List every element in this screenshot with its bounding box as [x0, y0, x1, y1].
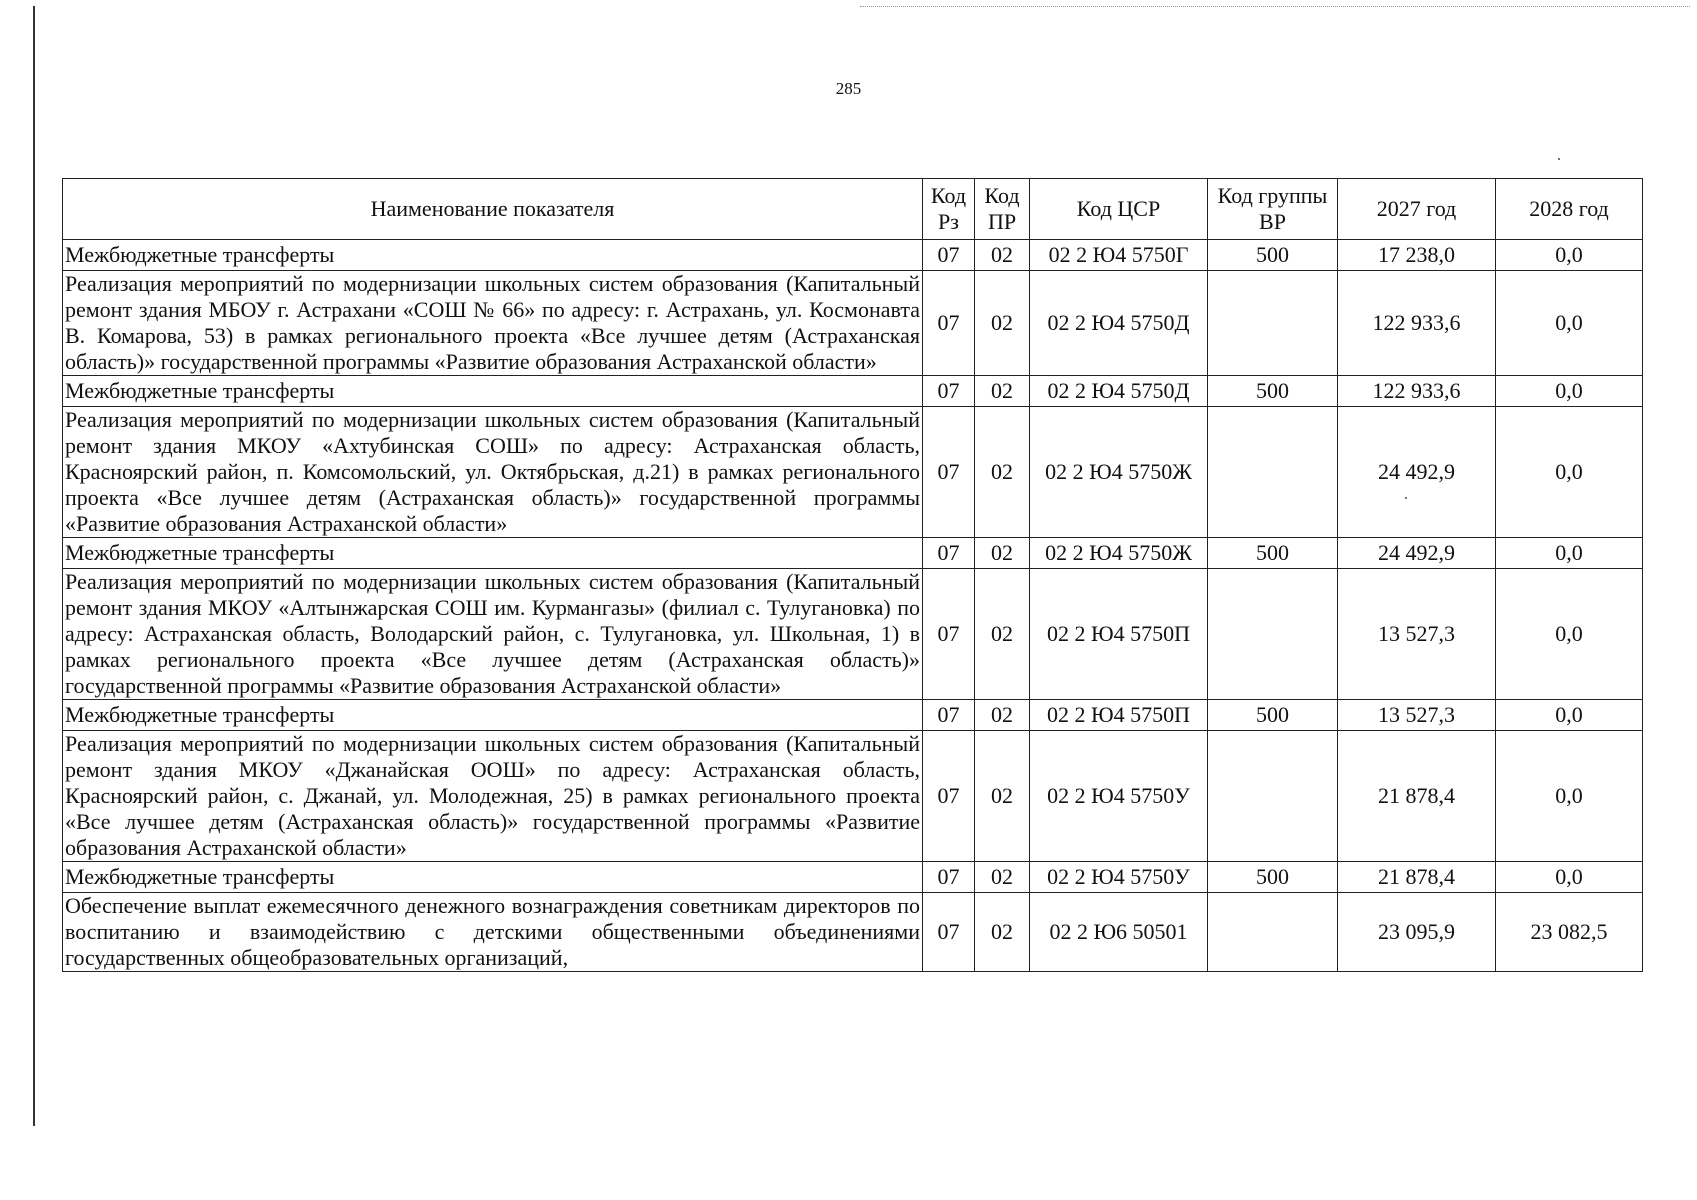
- header-rz: Код Рз: [923, 179, 975, 240]
- row-rz: 07: [923, 240, 975, 271]
- header-2028: 2028 год: [1496, 179, 1643, 240]
- scan-speck: [1558, 158, 1560, 160]
- row-2027: 122 933,6: [1338, 376, 1496, 407]
- row-2027: 21 878,4: [1338, 731, 1496, 862]
- table-row: [63, 376, 1643, 407]
- table-row: [63, 240, 1643, 271]
- row-2028: 0,0: [1496, 700, 1643, 731]
- row-name: Реализация мероприятий по модернизации школьных систем образования (Капитальный ремонт здания МКОУ «Джанайская ООШ» по адресу: Астраханская область, Красноярский район, с. Джанай, ул. Молодежная, 25) в рамках регионального проекта «Все лучшее детям (Астраханская область)» государственной программы «Развитие образования Астраханской области»: [63, 731, 923, 862]
- header-2027: 2027 год: [1338, 179, 1496, 240]
- row-2027: 13 527,3: [1338, 700, 1496, 731]
- row-csr: 02 2 Ю4 5750Д: [1030, 271, 1208, 376]
- table-row: [63, 893, 1643, 972]
- table-row: [63, 862, 1643, 893]
- row-name: Обеспечение выплат ежемесячного денежного вознаграждения советникам директоров по воспитанию и взаимодействию с детскими общественными объединениями государственных общеобразовательных организаций,: [63, 893, 923, 972]
- header-csr: Код ЦСР: [1030, 179, 1208, 240]
- row-2028: 0,0: [1496, 240, 1643, 271]
- row-2027: 24 492,9: [1338, 407, 1496, 538]
- row-pr: 02: [975, 893, 1030, 972]
- row-name: Межбюджетные трансферты: [63, 376, 923, 407]
- row-2027: 13 527,3: [1338, 569, 1496, 700]
- row-csr: 02 2 Ю4 5750Ж: [1030, 538, 1208, 569]
- row-pr: 02: [975, 407, 1030, 538]
- table-header-row: [63, 179, 1643, 240]
- table-row: [63, 538, 1643, 569]
- table-row: [63, 271, 1643, 376]
- header-pr: Код ПР: [975, 179, 1030, 240]
- row-pr: 02: [975, 731, 1030, 862]
- row-rz: 07: [923, 893, 975, 972]
- row-2027: 24 492,9: [1338, 538, 1496, 569]
- row-rz: 07: [923, 862, 975, 893]
- table-row: [63, 731, 1643, 862]
- row-2027: 23 095,9: [1338, 893, 1496, 972]
- row-name: Реализация мероприятий по модернизации школьных систем образования (Капитальный ремонт здания МКОУ «Ахтубинская СОШ» по адресу: Астраханская область, Красноярский район, п. Комсомольский, ул. Октябрьская, д.21) в рамках регионального проекта «Все лучшее детям (Астраханская область)» государственной программы «Развитие образования Астраханской области»: [63, 407, 923, 538]
- row-csr: 02 2 Ю4 5750Ж: [1030, 407, 1208, 538]
- table-row: [63, 569, 1643, 700]
- row-pr: 02: [975, 376, 1030, 407]
- row-vr: 500: [1208, 376, 1338, 407]
- row-vr: [1208, 569, 1338, 700]
- row-name: Межбюджетные трансферты: [63, 240, 923, 271]
- row-pr: 02: [975, 862, 1030, 893]
- row-rz: 07: [923, 731, 975, 862]
- row-csr: 02 2 Ю4 5750П: [1030, 569, 1208, 700]
- row-csr: 02 2 Ю4 5750У: [1030, 731, 1208, 862]
- row-2028: 0,0: [1496, 862, 1643, 893]
- row-2028: 0,0: [1496, 376, 1643, 407]
- row-rz: 07: [923, 376, 975, 407]
- row-csr: 02 2 Ю4 5750Г: [1030, 240, 1208, 271]
- page-binding-edge: [33, 6, 35, 1126]
- row-rz: 07: [923, 700, 975, 731]
- row-pr: 02: [975, 240, 1030, 271]
- table-row: [63, 700, 1643, 731]
- row-vr: 500: [1208, 240, 1338, 271]
- row-pr: 02: [975, 271, 1030, 376]
- row-vr: [1208, 893, 1338, 972]
- row-csr: 02 2 Ю6 50501: [1030, 893, 1208, 972]
- row-vr: 500: [1208, 700, 1338, 731]
- row-name: Межбюджетные трансферты: [63, 538, 923, 569]
- row-2027: 21 878,4: [1338, 862, 1496, 893]
- row-2028: 0,0: [1496, 271, 1643, 376]
- row-2027: 122 933,6: [1338, 271, 1496, 376]
- row-2028: 23 082,5: [1496, 893, 1643, 972]
- row-vr: [1208, 731, 1338, 862]
- row-csr: 02 2 Ю4 5750П: [1030, 700, 1208, 731]
- row-name: Реализация мероприятий по модернизации школьных систем образования (Капитальный ремонт здания МБОУ г. Астрахани «СОШ № 66» по адресу: г. Астрахань, ул. Космонавта В. Комарова, 53) в рамках регионального проекта «Все лучшее детям (Астраханская область)» государственной программы «Развитие образования Астраханской области»: [63, 271, 923, 376]
- row-rz: 07: [923, 271, 975, 376]
- row-rz: 07: [923, 569, 975, 700]
- row-name: Межбюджетные трансферты: [63, 700, 923, 731]
- table-row: [63, 407, 1643, 538]
- row-pr: 02: [975, 569, 1030, 700]
- row-pr: 02: [975, 700, 1030, 731]
- row-2028: 0,0: [1496, 731, 1643, 862]
- scan-top-rule: [860, 6, 1690, 7]
- row-name: Реализация мероприятий по модернизации школьных систем образования (Капитальный ремонт здания МКОУ «Алтынжарская СОШ им. Курмангазы» (филиал с. Тулугановка) по адресу: Астраханская область, Володарский район, с. Тулугановка, ул. Школьная, 1) в рамках регионального проекта «Все лучшее детям (Астраханская область)» государственной программы «Развитие образования Астраханской области»: [63, 569, 923, 700]
- row-csr: 02 2 Ю4 5750У: [1030, 862, 1208, 893]
- row-name: Межбюджетные трансферты: [63, 862, 923, 893]
- row-2027: 17 238,0: [1338, 240, 1496, 271]
- row-rz: 07: [923, 538, 975, 569]
- row-2028: 0,0: [1496, 569, 1643, 700]
- row-rz: 07: [923, 407, 975, 538]
- header-vr: Код группы ВР: [1208, 179, 1338, 240]
- row-pr: 02: [975, 538, 1030, 569]
- row-2028: 0,0: [1496, 538, 1643, 569]
- row-vr: 500: [1208, 538, 1338, 569]
- row-vr: 500: [1208, 862, 1338, 893]
- row-vr: [1208, 407, 1338, 538]
- row-csr: 02 2 Ю4 5750Д: [1030, 376, 1208, 407]
- budget-table: [62, 178, 1643, 972]
- header-name: Наименование показателя: [63, 179, 923, 240]
- page-number: 285: [835, 79, 862, 98]
- row-2028: 0,0: [1496, 407, 1643, 538]
- row-vr: [1208, 271, 1338, 376]
